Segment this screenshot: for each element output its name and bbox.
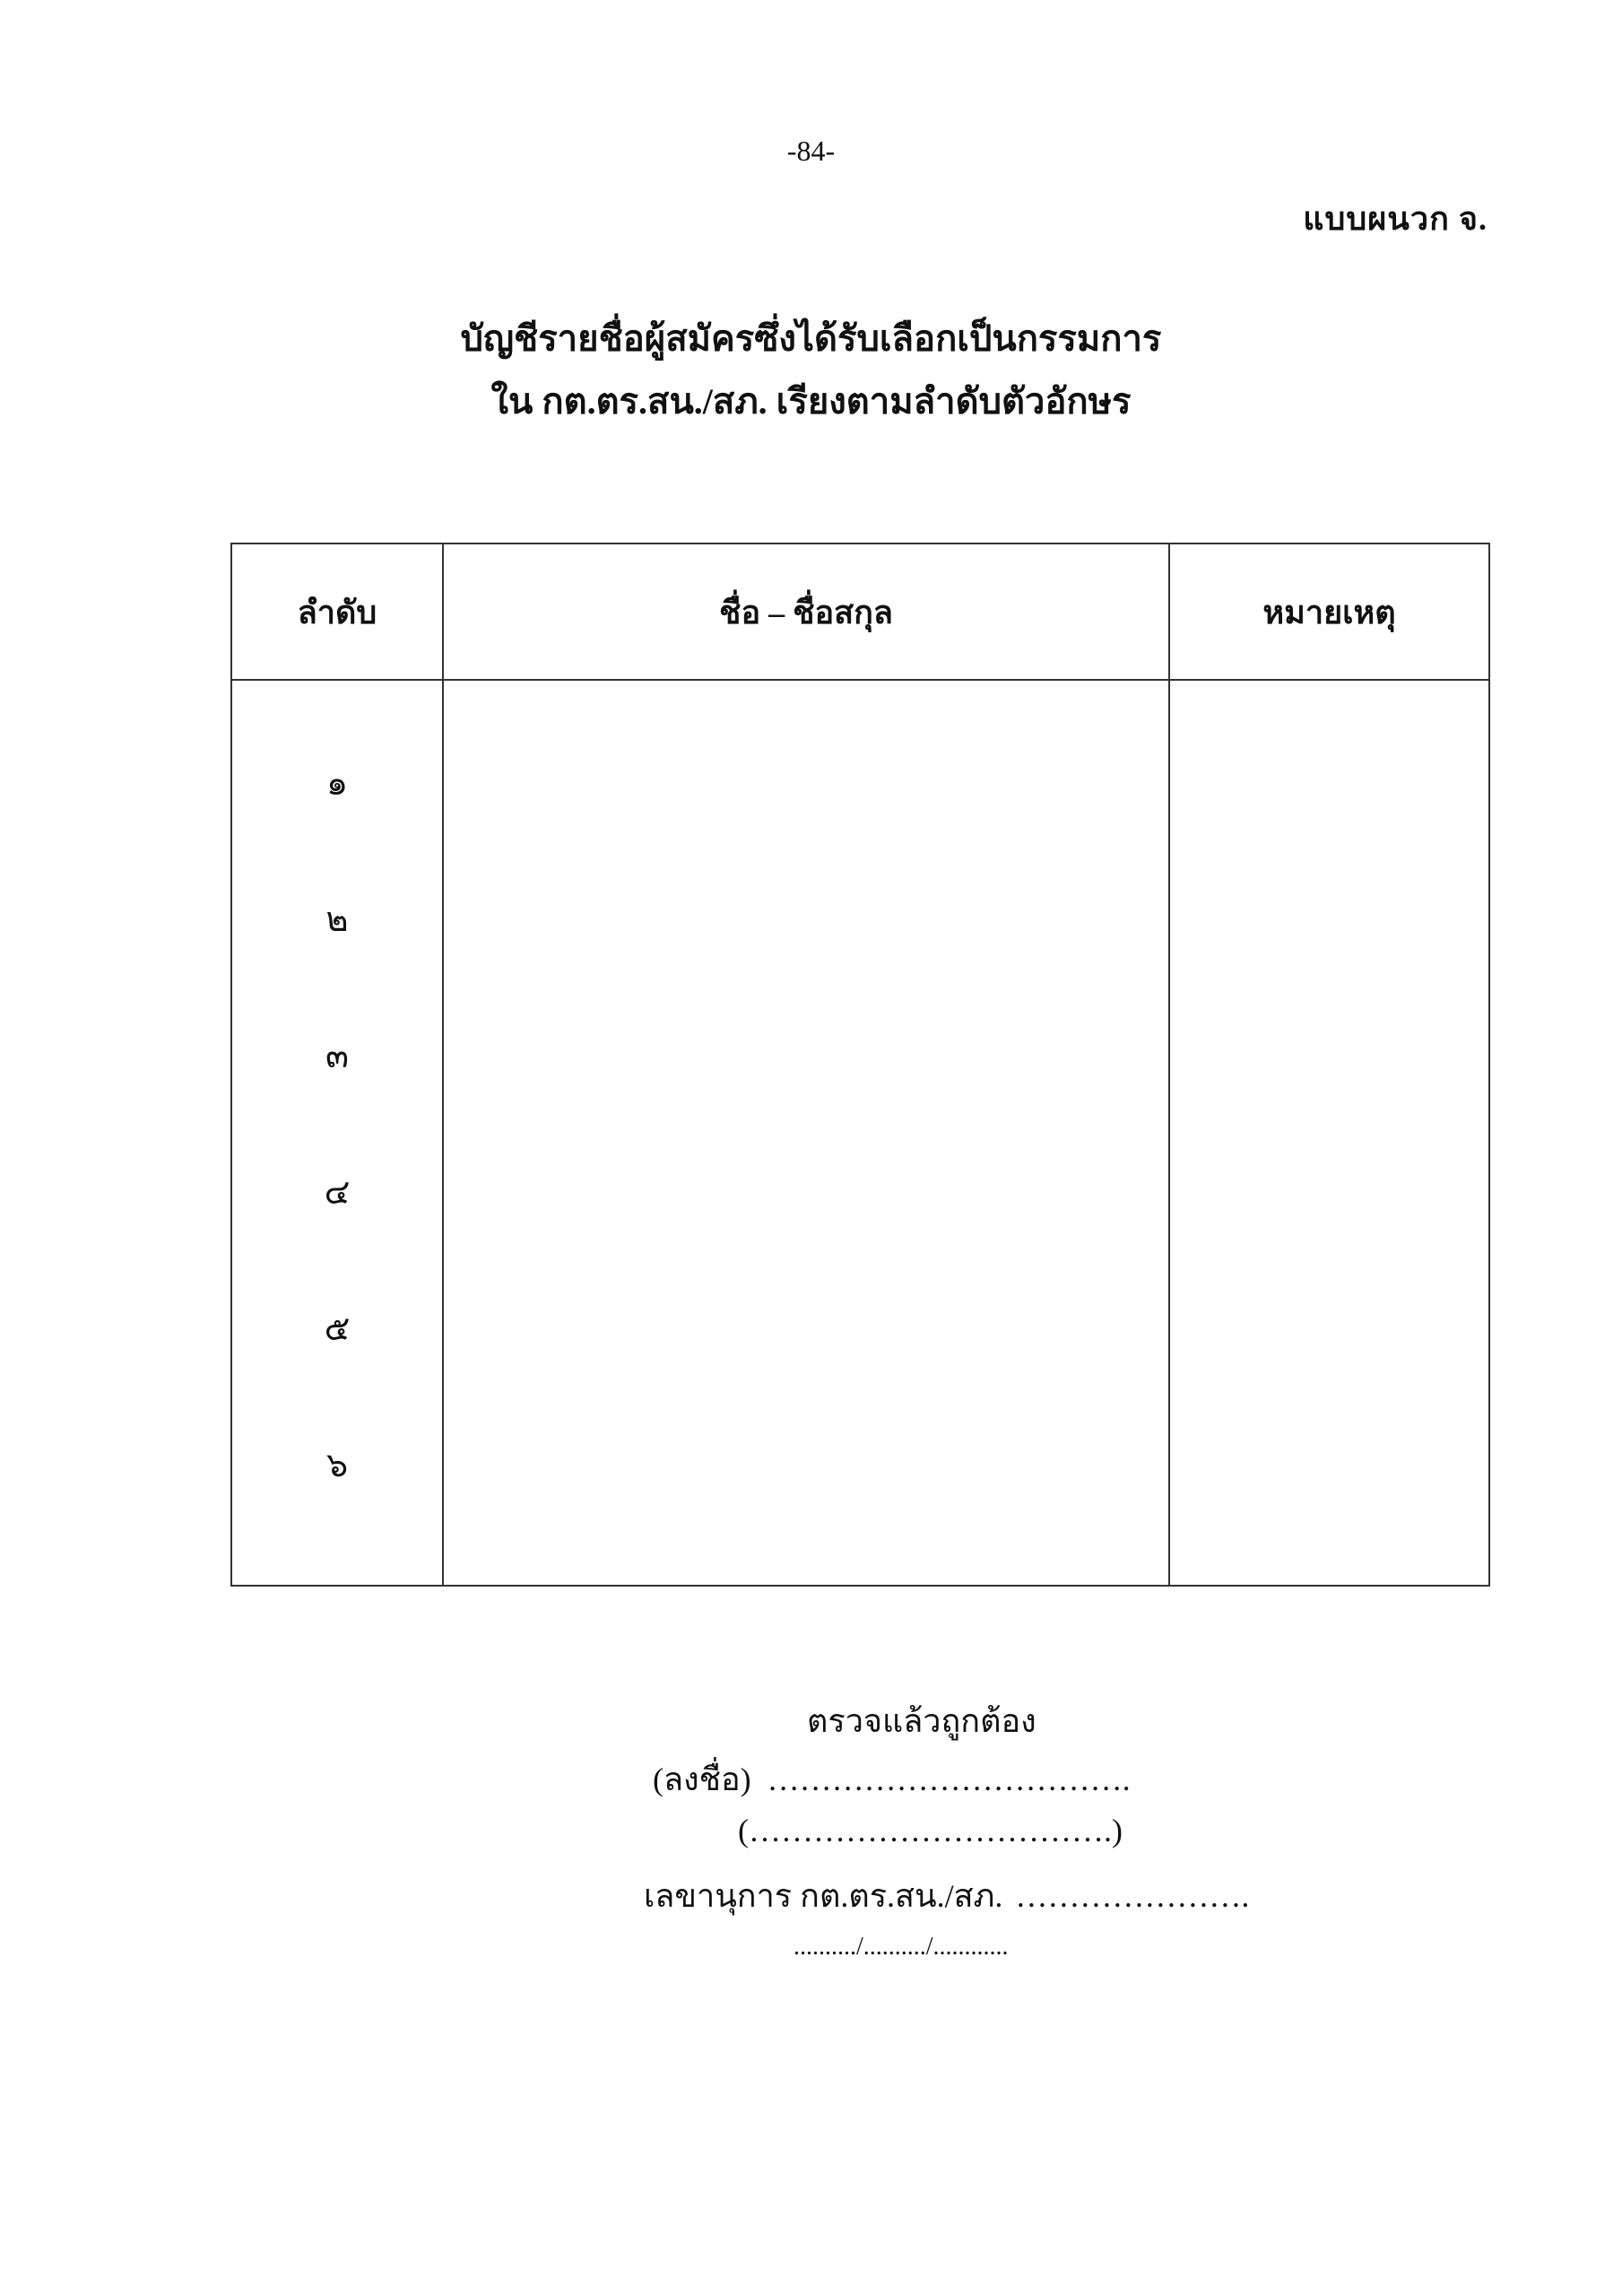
order-number-1: ๑ <box>325 765 349 803</box>
name-column-blank <box>443 680 1169 1586</box>
appendix-label: แบบผนวก จ. <box>1303 201 1488 237</box>
signature-label: (ลงชื่อ) <box>653 1761 751 1797</box>
column-header-name: ชื่อ – ชื่อสกุล <box>443 544 1169 680</box>
document-subtitle: ใน กต.ตร.สน./สภ. เรียงตามลำดับตัวอักษร <box>490 381 1132 422</box>
table-header-row <box>231 544 1489 680</box>
verified-correct-label: ตรวจแล้วถูกต้อง <box>807 1703 1037 1739</box>
order-number-4: ๔ <box>324 1174 351 1212</box>
page-number: -84- <box>786 135 836 167</box>
secretary-line <box>644 1870 1249 1921</box>
note-column-blank <box>1169 680 1489 1586</box>
committee-roster-table <box>230 543 1490 1587</box>
order-column <box>231 680 443 1586</box>
order-number-6: ๖ <box>325 1447 349 1484</box>
document-title: บัญชีรายชื่อผู้สมัครซึ่งได้รับเลือกเป็นกรรมการ <box>460 318 1162 359</box>
order-number-5: ๕ <box>324 1310 351 1348</box>
order-list <box>232 681 442 1585</box>
order-number-3: ๓ <box>325 1038 349 1075</box>
order-number-2: ๒ <box>325 901 349 939</box>
secretary-dots: …………………. <box>1015 1878 1250 1914</box>
column-header-note: หมายเหตุ <box>1169 544 1489 680</box>
column-header-order: ลำดับ <box>231 544 443 680</box>
signature-line <box>653 1753 1131 1805</box>
signer-name-line: (…………………………….) <box>738 1813 1123 1848</box>
secretary-label: เลขานุการ กต.ตร.สน./สภ. <box>644 1878 1003 1914</box>
date-line: ........../........../............ <box>794 1933 1009 1961</box>
signature-dots: ……………………………. <box>767 1761 1131 1797</box>
table-body-row <box>231 680 1489 1586</box>
